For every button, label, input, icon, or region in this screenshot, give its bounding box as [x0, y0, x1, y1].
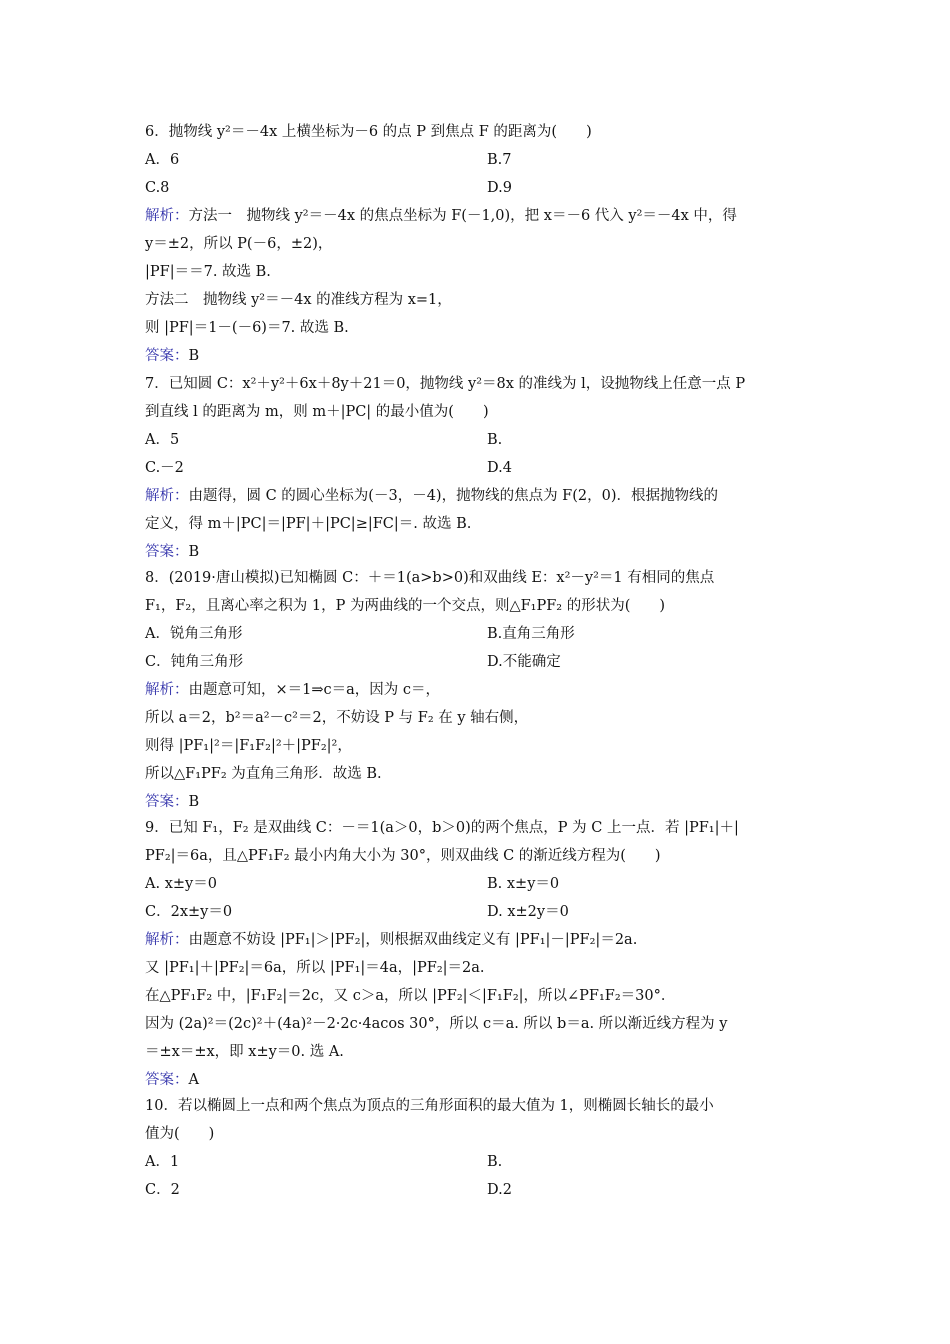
q7-daan-label: 答案： [145, 544, 189, 560]
q9-option-c: C．2x±y＝0 [145, 904, 233, 920]
q9-jiexi-label: 解析： [145, 932, 189, 948]
q6-answer [145, 344, 199, 368]
q10-option-b: B. [487, 1154, 503, 1170]
q8-jiexi-label: 解析： [145, 682, 189, 698]
q6-option-b: B.7 [487, 152, 512, 168]
q6-answer-value: B [188, 348, 200, 364]
q8-solution-line-2: 所以 a＝2，b²＝a²－c²＝2，不妨设 P 与 F₂ 在 y 轴右侧， [145, 710, 529, 726]
q8-option-b: B.直角三角形 [487, 626, 575, 642]
q7-answer-value: B [188, 544, 200, 560]
q6-option-a: A．6 [145, 152, 180, 168]
q9-solution-text-1: 由题意不妨设 |PF₁|＞|PF₂|，则根据双曲线定义有 |PF₁|－|PF₂|＝2a. [188, 932, 638, 948]
q7-answer [145, 540, 199, 564]
q9-solution-line-4: 因为 (2a)²＝(2c)²＋(4a)²－2·2c·4acos 30°，所以 c＝a. 所以 b＝a. 所以渐近线方程为 y [145, 1016, 728, 1032]
q9-solution-line-2: 又 |PF₁|＋|PF₂|＝6a，所以 |PF₁|＝4a，|PF₂|＝2a. [145, 960, 485, 976]
q9-daan-label: 答案： [145, 1072, 189, 1088]
q6-daan-label: 答案： [145, 348, 189, 364]
q7-option-d: D.4 [487, 460, 512, 476]
q6-solution-line-5: 则 |PF|＝1－(－6)＝7. 故选 B. [145, 320, 349, 336]
q9-stem-line-2: PF₂|＝6a，且△PF₁F₂ 最小内角大小为 30°，则双曲线 C 的渐近线方程为( ) [145, 848, 661, 864]
q8-answer-value: B [188, 794, 200, 810]
q8-option-c: C．钝角三角形 [145, 654, 244, 670]
q10-stem-line-2: 值为( ) [145, 1126, 215, 1142]
q10-stem-line-1: 10．若以椭圆上一点和两个焦点为顶点的三角形面积的最大值为 1，则椭圆长轴长的最小 [145, 1098, 714, 1114]
q9-option-d: D. x±2y＝0 [487, 904, 569, 920]
q8-option-d: D.不能确定 [487, 654, 561, 670]
q9-option-a: A. x±y＝0 [145, 876, 217, 892]
q7-solution-line-2: 定义，得 m＋|PC|＝|PF|＋|PC|≥|FC|＝. 故选 B. [145, 516, 472, 532]
q9-solution-line-5: ＝±x＝±x，即 x±y＝0. 选 A. [145, 1044, 344, 1060]
q7-option-b: B. [487, 432, 503, 448]
q6-solution-line-4: 方法二 抛物线 y²＝－4x 的准线方程为 x=1， [145, 292, 452, 308]
q6-solution-line-3: |PF|＝＝7. 故选 B. [145, 264, 271, 280]
q8-answer [145, 790, 199, 814]
q6-stem-text: 6．抛物线 y²＝－4x 上横坐标为－6 的点 P 到焦点 F 的距离为( ) [145, 124, 592, 140]
q9-solution-line-1 [145, 928, 637, 952]
q7-solution-text-1: 由题得，圆 C 的圆心坐标为(－3，－4)，抛物线的焦点为 F(2，0)．根据抛物线的 [188, 488, 719, 504]
q9-answer [145, 1068, 199, 1092]
q7-option-c: C.－2 [145, 460, 184, 476]
q7-stem-line-2: 到直线 l 的距离为 m，则 m＋|PC| 的最小值为( ) [145, 404, 489, 420]
q6-stem [145, 120, 592, 144]
q10-option-d: D.2 [487, 1182, 512, 1198]
q7-solution-line-1 [145, 484, 718, 508]
q8-option-a: A．锐角三角形 [145, 626, 243, 642]
q6-solution-text-1: 方法一 抛物线 y²＝－4x 的焦点坐标为 F(－1,0)，把 x＝－6 代入 y²＝－4x 中，得 [188, 208, 737, 224]
q8-solution-line-3: 则得 |PF₁|²＝|F₁F₂|²＋|PF₂|²， [145, 738, 352, 754]
q7-stem-line-1: 7．已知圆 C：x²＋y²＋6x＋8y＋21＝0，抛物线 y²＝8x 的准线为 l，设抛物线上任意一点 P [145, 376, 746, 392]
q8-daan-label: 答案： [145, 794, 189, 810]
q8-solution-text-1: 由题意可知，×＝1⇒c＝a，因为 c＝， [188, 682, 441, 698]
q6-solution-line-2: y＝±2，所以 P(－6，±2)， [145, 236, 333, 252]
q9-stem-line-1: 9．已知 F₁，F₂ 是双曲线 C：－＝1(a＞0，b＞0)的两个焦点，P 为 C 上一点．若 |PF₁|＋| [145, 820, 739, 836]
q7-jiexi-label: 解析： [145, 488, 189, 504]
q7-option-a: A．5 [145, 432, 180, 448]
q6-solution-line-1 [145, 204, 737, 228]
q6-option-d: D.9 [487, 180, 512, 196]
q8-solution-line-1 [145, 678, 440, 702]
q9-solution-line-3: 在△PF₁F₂ 中，|F₁F₂|＝2c，又 c＞a，所以 |PF₂|＜|F₁F₂|，所以∠PF₁F₂＝30°． [145, 988, 676, 1004]
q9-option-b: B. x±y＝0 [487, 876, 560, 892]
q8-solution-line-4: 所以△F₁PF₂ 为直角三角形．故选 B. [145, 766, 382, 782]
q8-stem-line-2: F₁，F₂，且离心率之积为 1，P 为两曲线的一个交点，则△F₁PF₂ 的形状为( ) [145, 598, 666, 614]
q6-jiexi-label: 解析： [145, 208, 189, 224]
q8-stem-line-1: 8．(2019·唐山模拟)已知椭圆 C：＋＝1(a>b>0)和双曲线 E：x²－y²＝1 有相同的焦点 [145, 570, 715, 586]
q6-option-c: C.8 [145, 180, 170, 196]
q9-answer-value: A [188, 1072, 199, 1088]
q10-option-a: A．1 [145, 1154, 180, 1170]
q10-option-c: C．2 [145, 1182, 180, 1198]
